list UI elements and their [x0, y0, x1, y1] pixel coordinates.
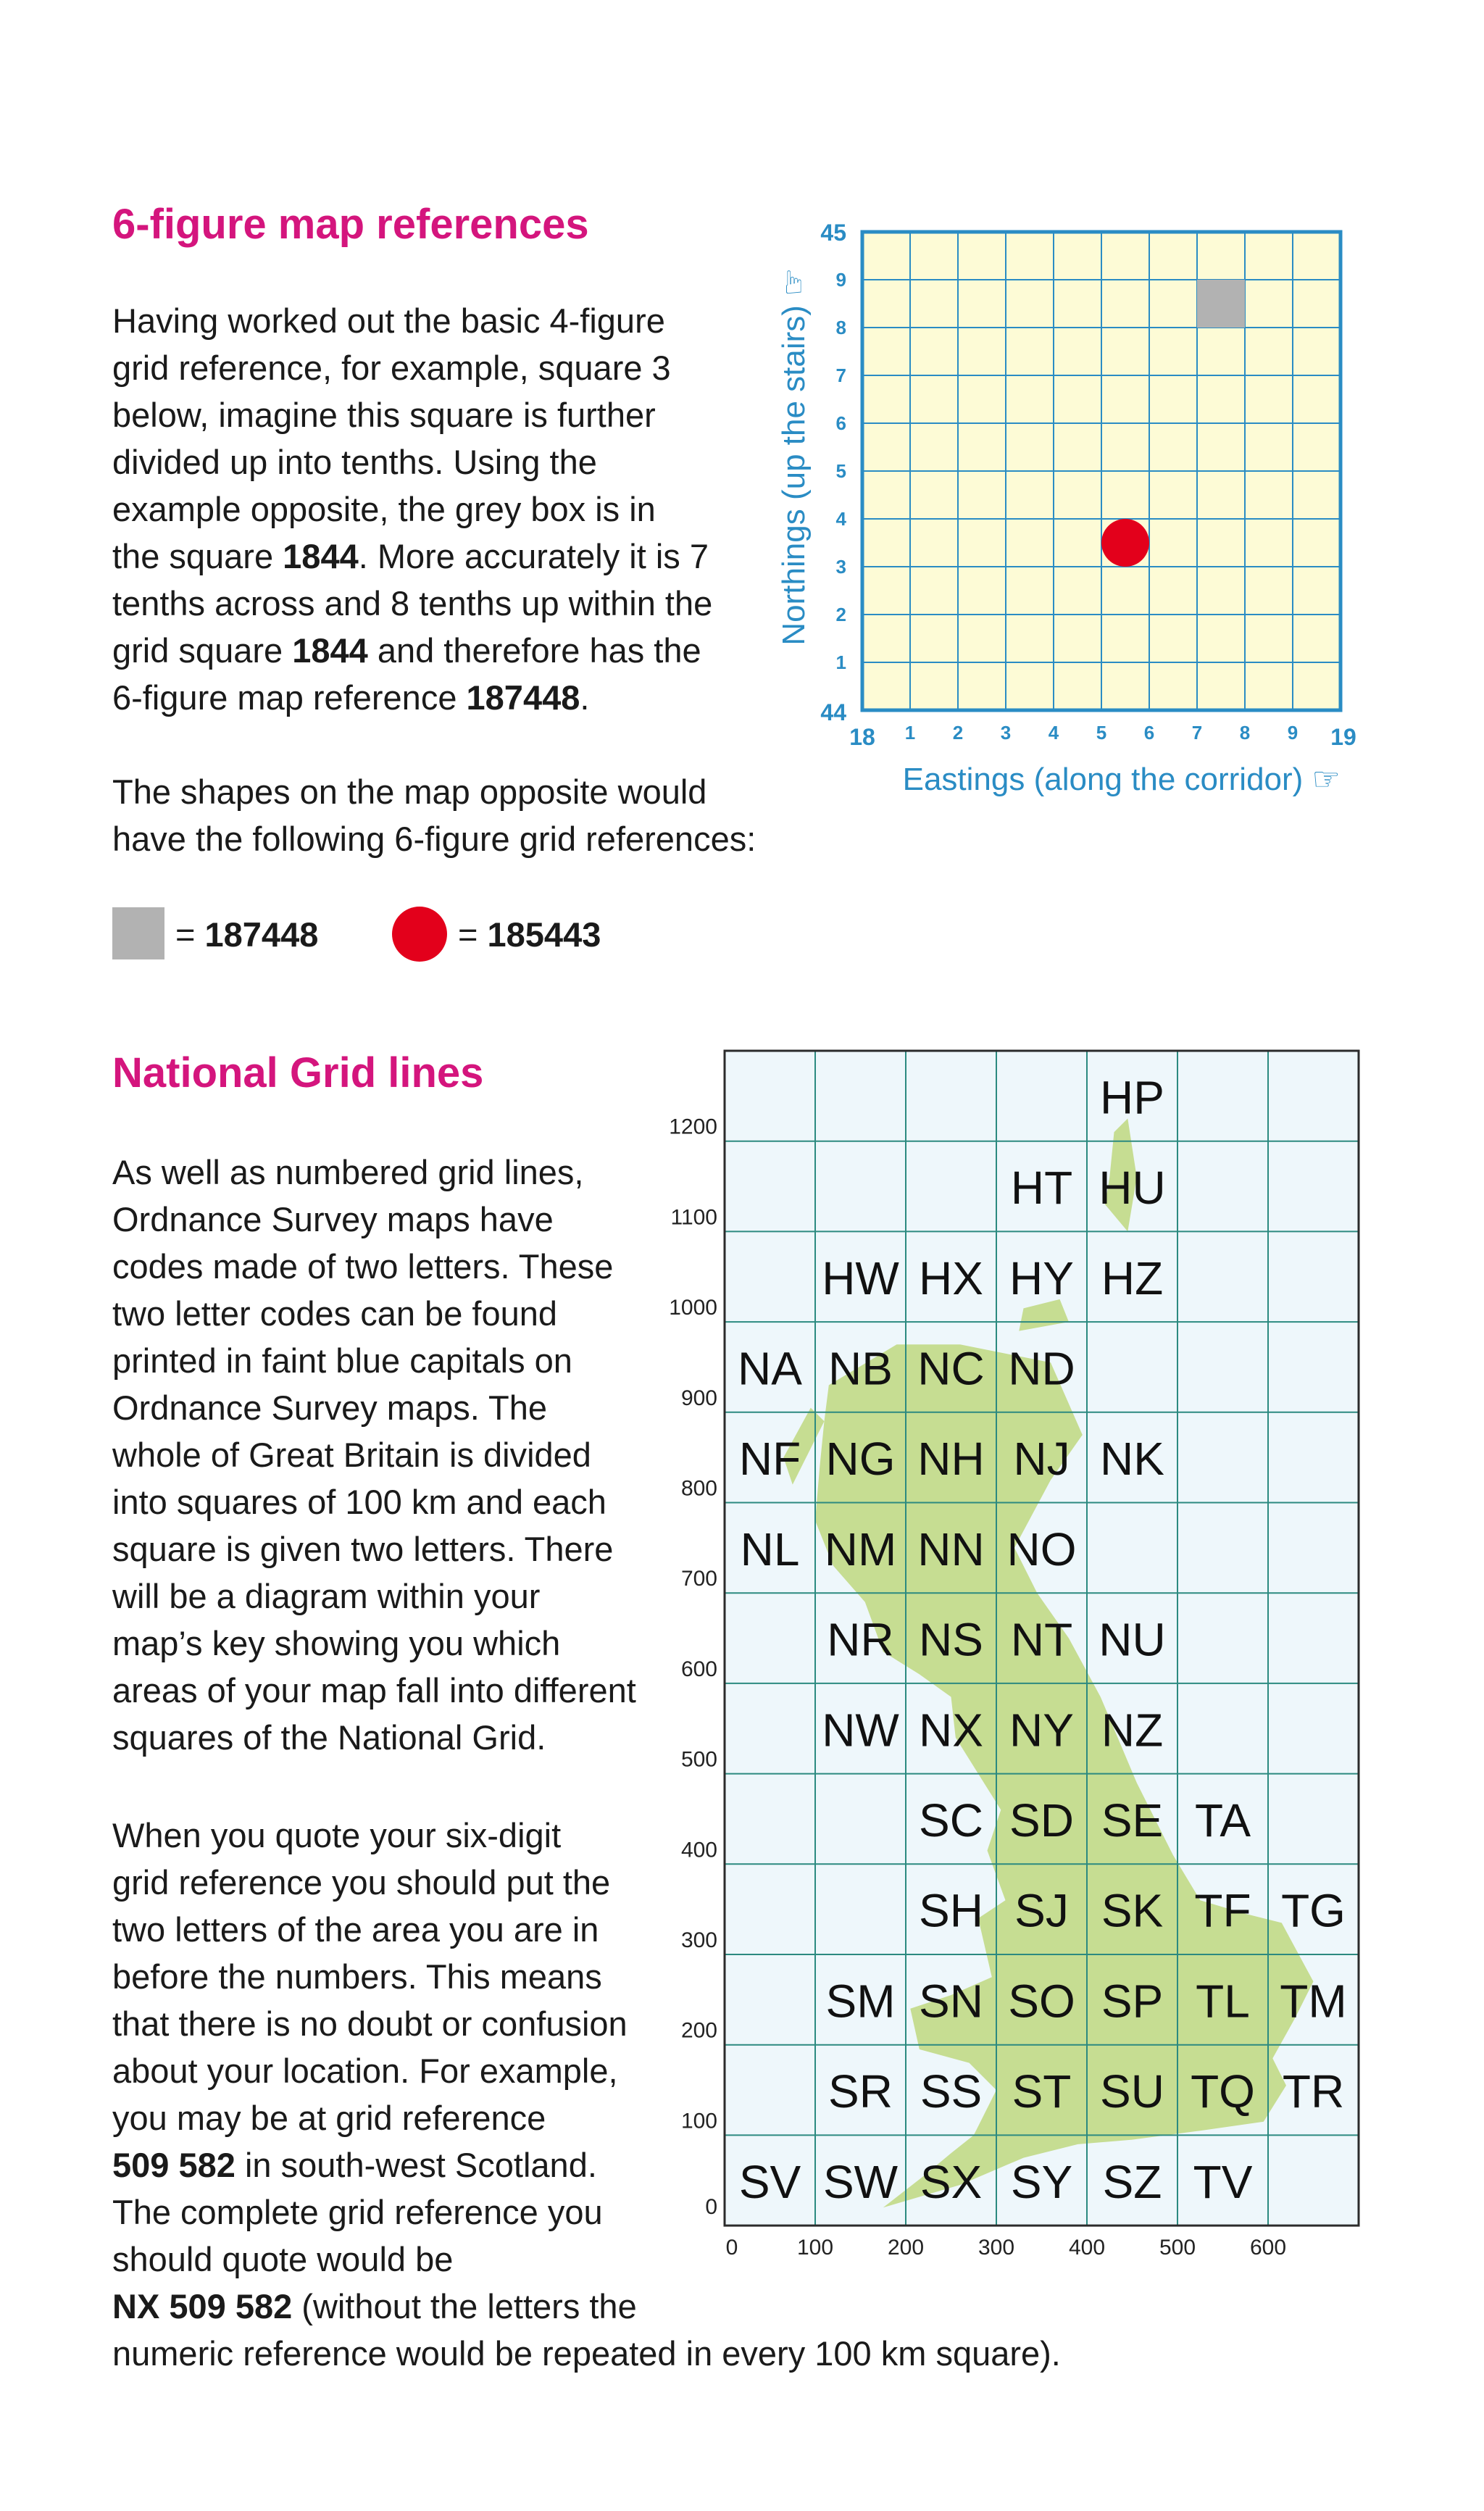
northing-km-label: 400 [680, 1838, 717, 1862]
grid-square-code: NZ [1101, 1704, 1164, 1757]
easting-tenth-label: 5 [1096, 722, 1107, 744]
grid-square-code: NY [1009, 1704, 1074, 1757]
grid-square-code: TM [1280, 1975, 1347, 2028]
northing-km-label: 100 [680, 2109, 717, 2133]
easting-left-number: 18 [849, 724, 875, 750]
grid-square-code: SK [1101, 1884, 1164, 1937]
grid-square-code: NR [827, 1613, 894, 1666]
grid-square-code: SU [1100, 2065, 1164, 2118]
northing-tenth-label: 3 [835, 556, 846, 578]
grid-square-code: SR [828, 2065, 893, 2118]
northing-km-label: 0 [705, 2195, 717, 2220]
northing-km-label: 800 [680, 1476, 717, 1501]
grid-square-code: NO [1006, 1523, 1077, 1575]
grid-square-code: NM [824, 1523, 897, 1575]
national-grid-diagram [638, 1044, 1377, 2290]
grid-square-code: HZ [1101, 1252, 1164, 1304]
easting-tenth-label: 7 [1191, 722, 1203, 744]
grid-square-code: HP [1100, 1071, 1164, 1124]
grid-square-code: NS [919, 1613, 983, 1666]
six-figure-grid-diagram [761, 203, 1370, 797]
grid-square-code: TQ [1191, 2065, 1255, 2118]
grid-square-code: NT [1010, 1613, 1073, 1666]
northing-tenth-label: 8 [835, 317, 846, 338]
northing-km-label: 1000 [669, 1296, 717, 1320]
grey-box-legend-icon [112, 907, 164, 959]
northing-tenth-label: 2 [835, 604, 846, 625]
grid-square-code: NL [740, 1523, 800, 1575]
grid-square-code: SM [825, 1975, 896, 2028]
grid-square-code: TF [1194, 1884, 1251, 1937]
northing-top-number: 45 [820, 220, 846, 246]
grid-square-code: SE [1101, 1794, 1164, 1846]
grid-square-code: NG [825, 1433, 896, 1486]
grid-square-code: HY [1009, 1252, 1074, 1304]
easting-km-label: 500 [1159, 2236, 1196, 2260]
easting-tenth-label: 8 [1239, 722, 1251, 744]
easting-tenth-label: 3 [1000, 722, 1012, 744]
grid-square-code: NW [822, 1704, 899, 1757]
paragraph-quote-reference: When you quote your six-digit grid reference you should put the two letters of the area you are in before the numbers. This means that there is no doubt or confusion about your location. For example, you may be at grid reference 509 582 in south-west Scotland. The complete grid reference you should quote would be NX 509 582 (without the letters the numeric reference would be repeated in every 100 km square). [112, 1816, 1061, 2373]
northing-tenth-label: 7 [835, 365, 846, 386]
grid-square-code: NX [919, 1704, 983, 1757]
grid-square-code: SW [822, 2155, 899, 2208]
northing-km-label: 1100 [670, 1205, 717, 1230]
northing-km-label: 1200 [669, 1115, 717, 1139]
northing-km-label: 200 [680, 2018, 717, 2043]
grid-square-code: NJ [1013, 1433, 1070, 1486]
section-heading-6-figure: 6-figure map references [112, 201, 589, 248]
grid-square-code: SO [1008, 1975, 1075, 2028]
grid-square-code: SX [920, 2155, 983, 2208]
easting-tenth-label: 2 [952, 722, 964, 744]
red-dot-marker [1101, 519, 1149, 567]
grid-square-code: SJ [1014, 1884, 1069, 1937]
northing-tenth-label: 5 [835, 460, 846, 482]
eastings-axis-label: Eastings (along the corridor) ☞ [902, 762, 1341, 797]
grid-square-code: TL [1196, 1975, 1250, 2028]
grid-square-code: ST [1012, 2065, 1072, 2118]
easting-tenth-label: 9 [1287, 722, 1298, 744]
grid-square-code: NA [738, 1342, 802, 1395]
red-dot-legend-icon [392, 907, 447, 962]
grid-square-code: TV [1193, 2155, 1253, 2208]
northing-km-label: 300 [680, 1928, 717, 1952]
grid-square-code: NB [828, 1342, 893, 1395]
easting-km-label: 400 [1068, 2236, 1106, 2260]
grid-square-code: NN [917, 1523, 985, 1575]
easting-km-label: 300 [977, 2236, 1015, 2260]
paragraph-shapes-references: The shapes on the map opposite would have the following 6-figure grid references: [112, 773, 756, 858]
easting-tenth-label: 4 [1048, 722, 1059, 744]
northing-km-label: 600 [680, 1657, 717, 1681]
grid-square-code: HW [822, 1252, 899, 1304]
paragraph-national-grid-intro: As well as numbered grid lines, Ordnance Survey maps have codes made of two letters. These two letter codes can be found printed in faint blue capitals on Ordnance Survey maps. The whole of Great Britain is divided into squares of 100 km and each square is given two letters. There will be a diagram within your map’s key showing you which areas of your map fall into different squares of the National Grid. [112, 1153, 636, 1757]
grid-square-code: HT [1010, 1162, 1073, 1215]
grid-square-code: NF [738, 1433, 801, 1486]
grid-square-code: TA [1194, 1794, 1251, 1846]
easting-tenth-label: 1 [904, 722, 916, 744]
grid-square-code: SH [919, 1884, 983, 1937]
northing-km-label: 700 [680, 1567, 717, 1591]
grey-box-marker [1197, 280, 1245, 328]
paragraph-6-figure-intro: Having worked out the basic 4-figure grid reference, for example, square 3 below, imagine this square is further divided up into tenths. Using the example opposite, the grey box is in the square 1844. More accurately it is 7 tenths across and 8 tenths up within the grid square 1844 and therefore has the 6-figure map reference 187448. [112, 301, 713, 717]
grid-square-code: NK [1100, 1433, 1164, 1486]
grid-square-code: SS [920, 2065, 983, 2118]
grid-square-code: SY [1010, 2155, 1073, 2208]
easting-km-label: 100 [796, 2236, 834, 2260]
grid-square-code: NU [1099, 1613, 1166, 1666]
grid-square-code: TG [1281, 1884, 1346, 1937]
grid-square-code: NC [917, 1342, 985, 1395]
easting-km-label: 200 [887, 2236, 925, 2260]
grid-square-code: NH [917, 1433, 985, 1486]
grid-square-code: SD [1009, 1794, 1074, 1846]
grid-square-code: SP [1101, 1975, 1164, 2028]
easting-right-number: 19 [1330, 724, 1356, 750]
grid-square-code: SC [919, 1794, 983, 1846]
northing-bottom-number: 44 [820, 699, 846, 725]
northing-tenth-label: 9 [835, 269, 846, 291]
grid-square-code: HU [1099, 1162, 1166, 1215]
northing-tenth-label: 1 [835, 651, 846, 673]
grid-square-code: SN [919, 1975, 983, 2028]
grid-square-code: ND [1008, 1342, 1075, 1395]
section-heading-national-grid: National Grid lines [112, 1049, 484, 1096]
northing-tenth-label: 6 [835, 412, 846, 434]
red-dot-legend-text: = 185443 [458, 915, 601, 954]
grid-square-code: SZ [1102, 2155, 1162, 2208]
northing-km-label: 900 [680, 1386, 717, 1410]
easting-km-label: 0 [725, 2236, 738, 2260]
easting-km-label: 600 [1249, 2236, 1287, 2260]
grid-square-code: SV [738, 2155, 801, 2208]
grey-box-legend-text: = 187448 [175, 915, 319, 954]
northing-tenth-label: 4 [835, 508, 846, 530]
grid-square-code: HX [919, 1252, 983, 1304]
northing-km-label: 500 [680, 1747, 717, 1772]
grid-square-code: TR [1282, 2065, 1345, 2118]
easting-tenth-label: 6 [1143, 722, 1155, 744]
northings-axis-label: Northings (up the stairs) ☞ [776, 267, 812, 646]
